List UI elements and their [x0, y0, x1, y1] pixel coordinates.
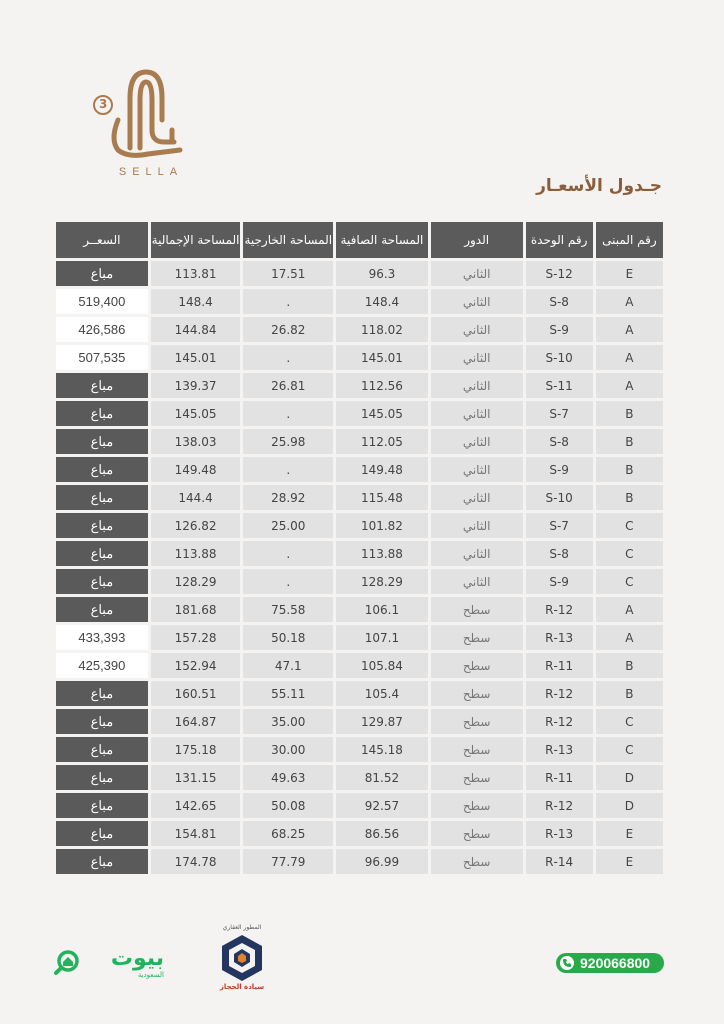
- cell-building: C: [596, 541, 663, 566]
- cell-total-area: 160.51: [151, 681, 241, 706]
- cell-floor: سطح: [431, 821, 523, 846]
- cell-net-area: 81.52: [336, 765, 428, 790]
- table-row: [56, 429, 663, 454]
- cell-ext-area: .: [243, 401, 333, 426]
- table-row: [56, 737, 663, 762]
- cell-floor: الثاني: [431, 373, 523, 398]
- cell-ext-area: 26.81: [243, 373, 333, 398]
- cell-total-area: 138.03: [151, 429, 241, 454]
- table-row: [56, 849, 663, 874]
- cell-unit: 12-R: [526, 597, 593, 622]
- cell-building: A: [596, 625, 663, 650]
- cell-ext-area: 77.79: [243, 849, 333, 874]
- table-title: جـدول الأسعـار: [536, 176, 662, 196]
- cell-price: مباع: [56, 765, 148, 790]
- table-row: [56, 681, 663, 706]
- cell-floor: الثاني: [431, 485, 523, 510]
- cell-building: B: [596, 681, 663, 706]
- cell-net-area: 112.56: [336, 373, 428, 398]
- logo-text: SELLA: [118, 166, 184, 178]
- table-row: [56, 289, 663, 314]
- cell-floor: الثاني: [431, 457, 523, 482]
- cell-price: مباع: [56, 597, 148, 622]
- cell-price: مباع: [56, 709, 148, 734]
- table-body: [56, 261, 663, 874]
- table-row: [56, 513, 663, 538]
- cell-building: D: [596, 793, 663, 818]
- cell-ext-area: 49.63: [243, 765, 333, 790]
- cell-unit: 7-S: [526, 513, 593, 538]
- cell-unit: 10-S: [526, 345, 593, 370]
- cell-net-area: 128.29: [336, 569, 428, 594]
- cell-floor: الثاني: [431, 289, 523, 314]
- cell-unit: 9-S: [526, 317, 593, 342]
- table-row: [56, 317, 663, 342]
- cell-total-area: 157.28: [151, 625, 241, 650]
- cell-price: مباع: [56, 261, 148, 286]
- cell-total-area: 175.18: [151, 737, 241, 762]
- cell-ext-area: 26.82: [243, 317, 333, 342]
- cell-price: مباع: [56, 541, 148, 566]
- brand-name: بيوت: [110, 946, 164, 971]
- cell-unit: 12-S: [526, 261, 593, 286]
- cell-net-area: 92.57: [336, 793, 428, 818]
- table-row: [56, 625, 663, 650]
- cell-ext-area: .: [243, 289, 333, 314]
- cell-building: C: [596, 737, 663, 762]
- cell-unit: 12-R: [526, 709, 593, 734]
- cell-unit: 8-S: [526, 289, 593, 314]
- cell-total-area: 113.81: [151, 261, 241, 286]
- developer-logo-icon: [221, 934, 263, 982]
- cell-total-area: 145.01: [151, 345, 241, 370]
- price-table: [53, 219, 666, 877]
- cell-ext-area: 75.58: [243, 597, 333, 622]
- table-row: [56, 541, 663, 566]
- table-row: [56, 261, 663, 286]
- cell-total-area: 154.81: [151, 821, 241, 846]
- cell-floor: سطح: [431, 653, 523, 678]
- cell-total-area: 128.29: [151, 569, 241, 594]
- cell-net-area: 149.48: [336, 457, 428, 482]
- cell-total-area: 148.4: [151, 289, 241, 314]
- cell-unit: 10-S: [526, 485, 593, 510]
- cell-floor: سطح: [431, 681, 523, 706]
- cell-building: C: [596, 709, 663, 734]
- cell-total-area: 152.94: [151, 653, 241, 678]
- cell-price: مباع: [56, 821, 148, 846]
- cell-net-area: 115.48: [336, 485, 428, 510]
- cell-total-area: 142.65: [151, 793, 241, 818]
- whatsapp-icon: [560, 956, 574, 970]
- header-building: رقم المبنى: [596, 222, 663, 258]
- cell-floor: الثاني: [431, 261, 523, 286]
- cell-building: E: [596, 261, 663, 286]
- header-price: السعــر: [56, 222, 148, 258]
- cell-total-area: 174.78: [151, 849, 241, 874]
- cell-price: مباع: [56, 513, 148, 538]
- cell-building: A: [596, 373, 663, 398]
- cell-price: 425,390: [56, 653, 148, 678]
- house-search-icon: [54, 948, 84, 976]
- cell-unit: 11-S: [526, 373, 593, 398]
- cell-ext-area: 25.00: [243, 513, 333, 538]
- cell-net-area: 101.82: [336, 513, 428, 538]
- table-header-row: [56, 222, 663, 258]
- cell-unit: 13-R: [526, 737, 593, 762]
- cell-floor: سطح: [431, 709, 523, 734]
- cell-total-area: 181.68: [151, 597, 241, 622]
- cell-floor: الثاني: [431, 569, 523, 594]
- cell-unit: 7-S: [526, 401, 593, 426]
- brand-sub: السعودية: [137, 971, 164, 979]
- cell-floor: سطح: [431, 597, 523, 622]
- cell-net-area: 148.4: [336, 289, 428, 314]
- cell-building: B: [596, 457, 663, 482]
- cell-price: مباع: [56, 849, 148, 874]
- cell-total-area: 144.84: [151, 317, 241, 342]
- cell-price: 426,586: [56, 317, 148, 342]
- cell-ext-area: 30.00: [243, 737, 333, 762]
- cell-building: C: [596, 513, 663, 538]
- table-row: [56, 373, 663, 398]
- cell-building: D: [596, 765, 663, 790]
- cell-net-area: 118.02: [336, 317, 428, 342]
- cell-unit: 12-R: [526, 793, 593, 818]
- cell-net-area: 145.18: [336, 737, 428, 762]
- cell-total-area: 126.82: [151, 513, 241, 538]
- cell-unit: 13-R: [526, 625, 593, 650]
- cell-unit: 11-R: [526, 653, 593, 678]
- cell-net-area: 105.84: [336, 653, 428, 678]
- cell-ext-area: 50.08: [243, 793, 333, 818]
- table-row: [56, 569, 663, 594]
- cell-net-area: 112.05: [336, 429, 428, 454]
- sella-logo-mark: [88, 60, 198, 165]
- cell-unit: 11-R: [526, 765, 593, 790]
- header-floor: الدور: [431, 222, 523, 258]
- cell-building: B: [596, 401, 663, 426]
- cell-floor: سطح: [431, 737, 523, 762]
- cell-ext-area: 35.00: [243, 709, 333, 734]
- cell-unit: 8-S: [526, 429, 593, 454]
- table-row: [56, 345, 663, 370]
- cell-unit: 13-R: [526, 821, 593, 846]
- buyut-logo: [54, 946, 174, 986]
- cell-building: A: [596, 289, 663, 314]
- cell-building: A: [596, 345, 663, 370]
- cell-building: B: [596, 429, 663, 454]
- cell-total-area: 139.37: [151, 373, 241, 398]
- cell-floor: سطح: [431, 849, 523, 874]
- cell-building: A: [596, 317, 663, 342]
- cell-ext-area: 47.1: [243, 653, 333, 678]
- header-net-area: المساحة الصافية: [336, 222, 428, 258]
- cell-ext-area: 50.18: [243, 625, 333, 650]
- cell-ext-area: .: [243, 569, 333, 594]
- cell-floor: الثاني: [431, 345, 523, 370]
- cell-ext-area: 55.11: [243, 681, 333, 706]
- cell-price: مباع: [56, 429, 148, 454]
- table-row: [56, 765, 663, 790]
- cell-price: مباع: [56, 401, 148, 426]
- cell-building: C: [596, 569, 663, 594]
- cell-ext-area: 25.98: [243, 429, 333, 454]
- cell-total-area: 164.87: [151, 709, 241, 734]
- cell-total-area: 144.4: [151, 485, 241, 510]
- table-row: [56, 401, 663, 426]
- cell-building: B: [596, 653, 663, 678]
- cell-ext-area: 28.92: [243, 485, 333, 510]
- cell-price: مباع: [56, 681, 148, 706]
- cell-ext-area: .: [243, 345, 333, 370]
- cell-net-area: 106.1: [336, 597, 428, 622]
- cell-price: 519,400: [56, 289, 148, 314]
- cell-net-area: 113.88: [336, 541, 428, 566]
- cell-net-area: 145.01: [336, 345, 428, 370]
- cell-building: B: [596, 485, 663, 510]
- cell-floor: سطح: [431, 625, 523, 650]
- table-row: [56, 709, 663, 734]
- cell-floor: الثاني: [431, 401, 523, 426]
- cell-price: 507,535: [56, 345, 148, 370]
- header-total-area: المساحة الإجمالية: [151, 222, 241, 258]
- cell-ext-area: .: [243, 457, 333, 482]
- phone-number: 920066800: [580, 955, 651, 971]
- cell-net-area: 145.05: [336, 401, 428, 426]
- developer-label: المطور العقاري: [222, 924, 262, 931]
- cell-net-area: 107.1: [336, 625, 428, 650]
- cell-unit: 9-S: [526, 457, 593, 482]
- sella-logo: [88, 60, 198, 190]
- cell-price: مباع: [56, 737, 148, 762]
- cell-ext-area: 68.25: [243, 821, 333, 846]
- cell-ext-area: .: [243, 541, 333, 566]
- cell-unit: 8-S: [526, 541, 593, 566]
- cell-price: 433,393: [56, 625, 148, 650]
- cell-unit: 14-R: [526, 849, 593, 874]
- cell-building: E: [596, 849, 663, 874]
- cell-net-area: 129.87: [336, 709, 428, 734]
- table-row: [56, 457, 663, 482]
- cell-floor: سطح: [431, 793, 523, 818]
- cell-price: مباع: [56, 793, 148, 818]
- header-ext-area: المساحة الخارجية: [243, 222, 333, 258]
- cell-floor: الثاني: [431, 541, 523, 566]
- cell-total-area: 145.05: [151, 401, 241, 426]
- cell-price: مباع: [56, 373, 148, 398]
- cell-building: E: [596, 821, 663, 846]
- cell-net-area: 86.56: [336, 821, 428, 846]
- cell-ext-area: 17.51: [243, 261, 333, 286]
- cell-floor: سطح: [431, 765, 523, 790]
- phase-number: 3: [99, 97, 108, 111]
- cell-price: مباع: [56, 485, 148, 510]
- cell-floor: الثاني: [431, 317, 523, 342]
- cell-price: مباع: [56, 457, 148, 482]
- table-row: [56, 597, 663, 622]
- cell-building: A: [596, 597, 663, 622]
- cell-price: مباع: [56, 569, 148, 594]
- header-unit: رقم الوحدة: [526, 222, 593, 258]
- table-row: [56, 821, 663, 846]
- cell-unit: 9-S: [526, 569, 593, 594]
- cell-floor: الثاني: [431, 513, 523, 538]
- cell-floor: الثاني: [431, 429, 523, 454]
- cell-unit: 12-R: [526, 681, 593, 706]
- cell-total-area: 131.15: [151, 765, 241, 790]
- table-row: [56, 653, 663, 678]
- cell-net-area: 96.99: [336, 849, 428, 874]
- phone-badge[interactable]: [556, 953, 664, 973]
- table-row: [56, 793, 663, 818]
- cell-net-area: 96.3: [336, 261, 428, 286]
- developer-name: سيادة الحجاز: [219, 983, 265, 991]
- cell-total-area: 113.88: [151, 541, 241, 566]
- table-row: [56, 485, 663, 510]
- cell-total-area: 149.48: [151, 457, 241, 482]
- cell-net-area: 105.4: [336, 681, 428, 706]
